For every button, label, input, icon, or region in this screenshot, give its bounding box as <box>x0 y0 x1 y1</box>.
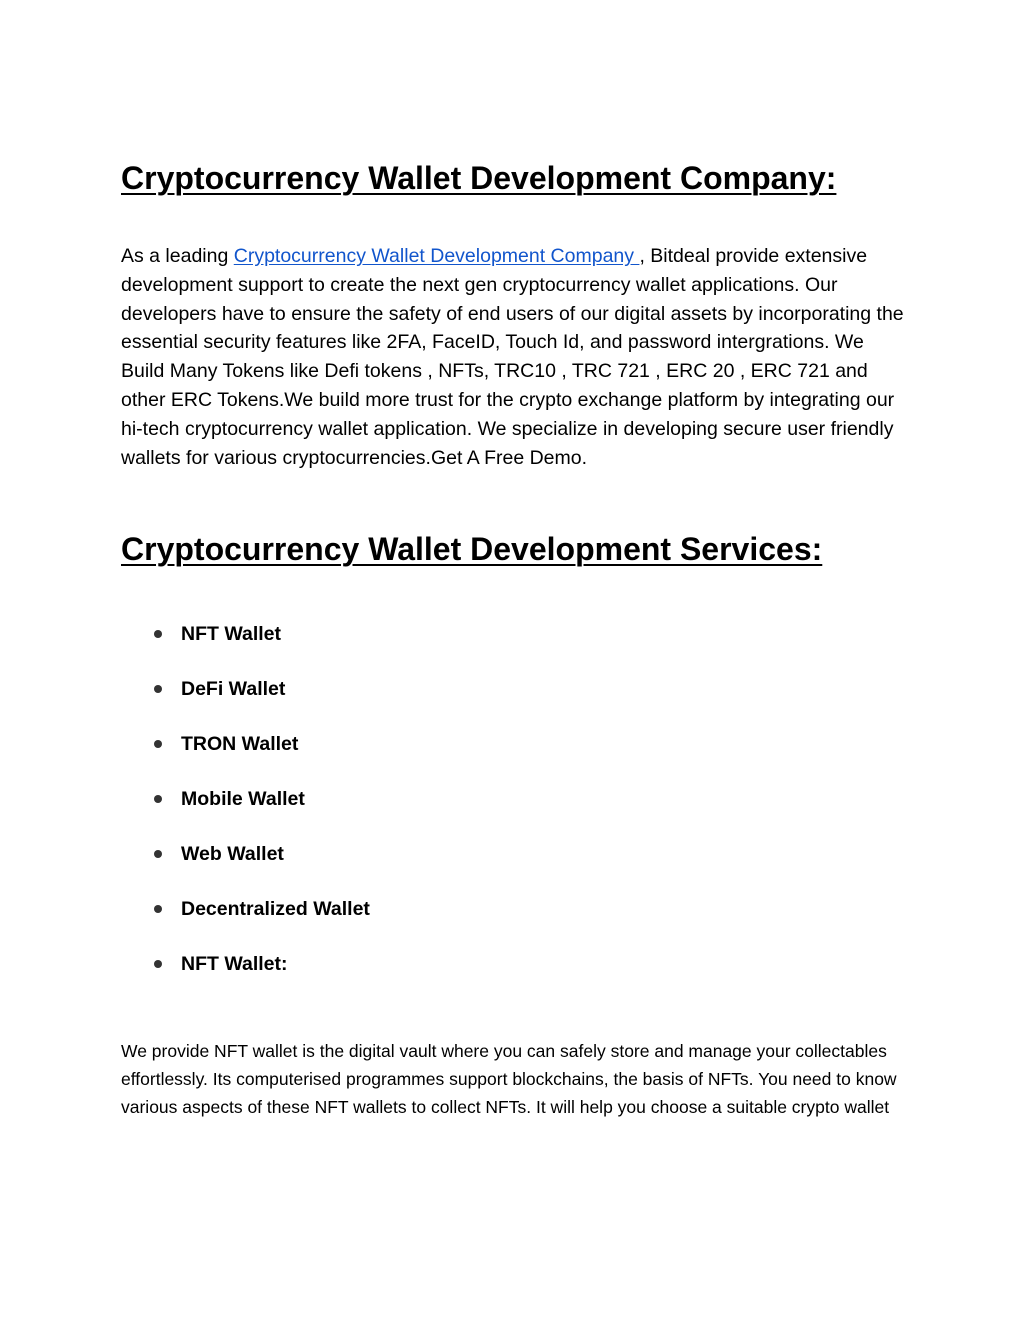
intro-paragraph <box>121 242 911 472</box>
bullet-icon <box>154 960 162 968</box>
bullet-icon <box>154 905 162 913</box>
heading-services: Cryptocurrency Wallet Development Services: <box>121 531 823 567</box>
list-item <box>121 729 370 784</box>
list-item-label: Decentralized Wallet <box>181 898 370 920</box>
list-item-label: TRON Wallet <box>181 733 299 755</box>
services-list <box>121 619 370 1004</box>
bullet-icon <box>154 850 162 858</box>
bullet-icon <box>154 685 162 693</box>
bullet-icon <box>154 795 162 803</box>
intro-rest: , Bitdeal provide extensive development support to create the next gen cryptocurrency wallet applications. Our developers have to ensure the safety of end users of our digital assets by incorporating the essential security features like 2FA, FaceID, Touch Id, and password intergrations. We Build Many Tokens like Defi tokens , NFTs, TRC10 , TRC 721 , ERC 20 , ERC 721 and other ERC Tokens.We build more trust for the crypto exchange platform by integrating our hi-tech cryptocurrency wallet application. We specialize in developing secure user friendly wallets for various cryptocurrencies.Get A Free Demo. <box>121 245 904 469</box>
list-item <box>121 674 370 729</box>
list-item <box>121 894 370 949</box>
list-item <box>121 839 370 894</box>
intro-prefix: As a leading <box>121 245 234 267</box>
list-item <box>121 949 370 1004</box>
wallet-development-link[interactable]: Cryptocurrency Wallet Development Company <box>233 245 640 267</box>
list-item <box>121 784 370 839</box>
list-item <box>121 619 370 674</box>
nft-wallet-paragraph: We provide NFT wallet is the digital vault where you can safely store and manage your collectables effortlessly. Its computerised programmes support blockchains, the basis of NFTs. You need to know various aspects of these NFT wallets to collect NFTs. It will help you choose a suitable crypto wallet <box>121 1041 897 1117</box>
list-item-label: Mobile Wallet <box>181 788 305 810</box>
list-item-label: NFT Wallet: <box>181 953 288 975</box>
list-item-label: DeFi Wallet <box>181 678 286 700</box>
bullet-icon <box>154 740 162 748</box>
list-item-label: Web Wallet <box>181 843 284 865</box>
heading-company: Cryptocurrency Wallet Development Company: <box>121 160 837 196</box>
list-item-label: NFT Wallet <box>181 623 282 645</box>
bullet-icon <box>154 630 162 638</box>
